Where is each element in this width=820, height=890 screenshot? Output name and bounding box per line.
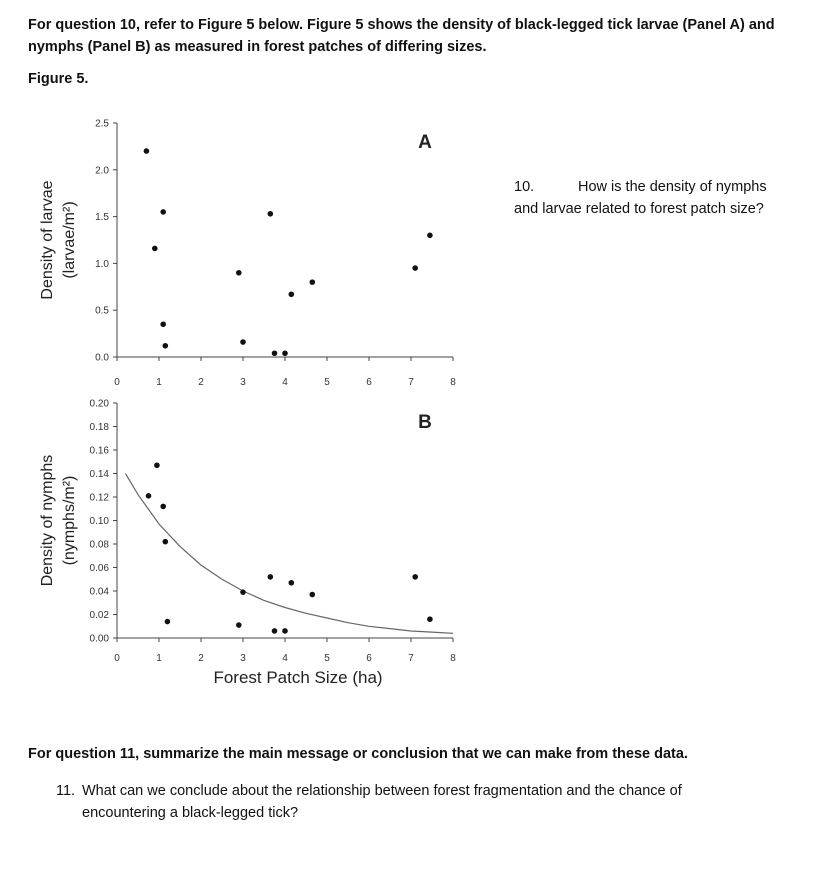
x-tick-label: 1 — [156, 653, 162, 664]
x-tick-label: 0 — [114, 653, 120, 664]
x-tick-label: 5 — [324, 377, 330, 388]
x-tick-label: 5 — [324, 653, 330, 664]
y-axis-title-line2: (nymphs/m²) — [61, 475, 78, 566]
x-tick-label: 2 — [198, 653, 204, 664]
x-tick-label: 8 — [450, 653, 456, 664]
x-tick-label: 7 — [408, 377, 414, 388]
question11-text-line2: encountering a black-legged tick? — [82, 805, 299, 821]
panel-label: B — [418, 412, 432, 433]
x-axis-title: Forest Patch Size (ha) — [213, 668, 383, 687]
data-point — [427, 616, 433, 622]
y-axis-title-line1: Density of larvae — [39, 180, 56, 300]
data-point — [412, 265, 418, 271]
y-tick-label: 0.12 — [89, 492, 109, 504]
y-tick-label: 0.5 — [95, 305, 109, 317]
data-point — [236, 270, 242, 276]
data-point — [268, 574, 274, 580]
y-tick-label: 0.08 — [89, 539, 109, 551]
x-tick-label: 8 — [450, 377, 456, 388]
data-point — [427, 233, 433, 239]
data-point — [160, 209, 166, 215]
x-tick-label: 4 — [282, 653, 288, 664]
data-point — [236, 622, 242, 628]
question11 — [56, 780, 776, 824]
data-point — [144, 148, 150, 154]
y-axis-title-line1: Density of nymphs — [39, 454, 56, 587]
y-tick-label: 1.5 — [95, 212, 109, 224]
y-tick-label: 2.5 — [95, 118, 109, 130]
y-tick-label: 0.16 — [89, 445, 109, 457]
data-point — [160, 504, 166, 510]
question11-intro: For question 11, summarize the main message or conclusion that we can make from these data. — [28, 746, 688, 762]
y-tick-label: 0.06 — [89, 563, 109, 574]
y-tick-label: 2.0 — [95, 165, 109, 177]
data-point — [268, 211, 274, 217]
question11-number: 11. — [56, 783, 76, 799]
data-point — [165, 619, 171, 625]
y-tick-label: 0.20 — [89, 398, 109, 410]
figure-label: Figure 5. — [28, 71, 89, 87]
y-tick-label: 1.0 — [95, 258, 109, 270]
data-point — [412, 574, 418, 580]
x-tick-label: 6 — [366, 653, 372, 664]
fit-curve — [125, 474, 453, 634]
data-point — [289, 291, 295, 297]
data-point — [163, 343, 169, 349]
data-point — [272, 628, 278, 634]
question10-intro: For question 10, refer to Figure 5 below. Figure 5 shows the density of black-legged tick larvae (Panel A) and nymphs (Panel B) as measured in forest patches of differing sizes. — [28, 17, 775, 55]
x-tick-label: 3 — [240, 653, 246, 664]
y-tick-label: 0.02 — [89, 610, 109, 621]
x-tick-label: 0 — [114, 377, 120, 388]
question10-text: How is the density of nymphs and larvae related to forest patch size? — [514, 179, 767, 217]
data-point — [289, 580, 295, 586]
data-point — [310, 279, 316, 285]
x-tick-label: 2 — [198, 377, 204, 388]
data-point — [152, 246, 158, 252]
x-tick-label: 1 — [156, 377, 162, 388]
data-point — [272, 350, 278, 356]
data-point — [163, 539, 169, 545]
y-tick-label: 0.10 — [89, 516, 109, 527]
y-axis-title-line2: (larvae/m²) — [61, 201, 78, 279]
data-point — [310, 592, 316, 598]
y-tick-label: 0.00 — [89, 633, 109, 645]
question10-number: 10. — [514, 179, 535, 195]
y-tick-label: 0.0 — [95, 352, 109, 364]
y-tick-label: 0.04 — [89, 586, 109, 598]
data-point — [282, 350, 288, 356]
question10 — [514, 176, 784, 220]
x-tick-label: 6 — [366, 377, 372, 388]
data-point — [240, 339, 246, 345]
x-tick-label: 3 — [240, 377, 246, 388]
data-point — [160, 321, 166, 327]
data-point — [240, 589, 246, 595]
panel-label: A — [418, 132, 432, 153]
panel-b-nymphs-chart — [39, 399, 456, 688]
question11-text-line1: What can we conclude about the relationship between forest fragmentation and the chance of — [82, 783, 682, 799]
data-point — [154, 462, 160, 468]
panel-a-larvae-chart — [39, 119, 456, 389]
y-tick-label: 0.18 — [89, 422, 109, 433]
x-tick-label: 4 — [282, 377, 288, 388]
x-tick-label: 7 — [408, 653, 414, 664]
data-point — [282, 628, 288, 634]
y-tick-label: 0.14 — [89, 469, 109, 480]
data-point — [146, 493, 152, 499]
